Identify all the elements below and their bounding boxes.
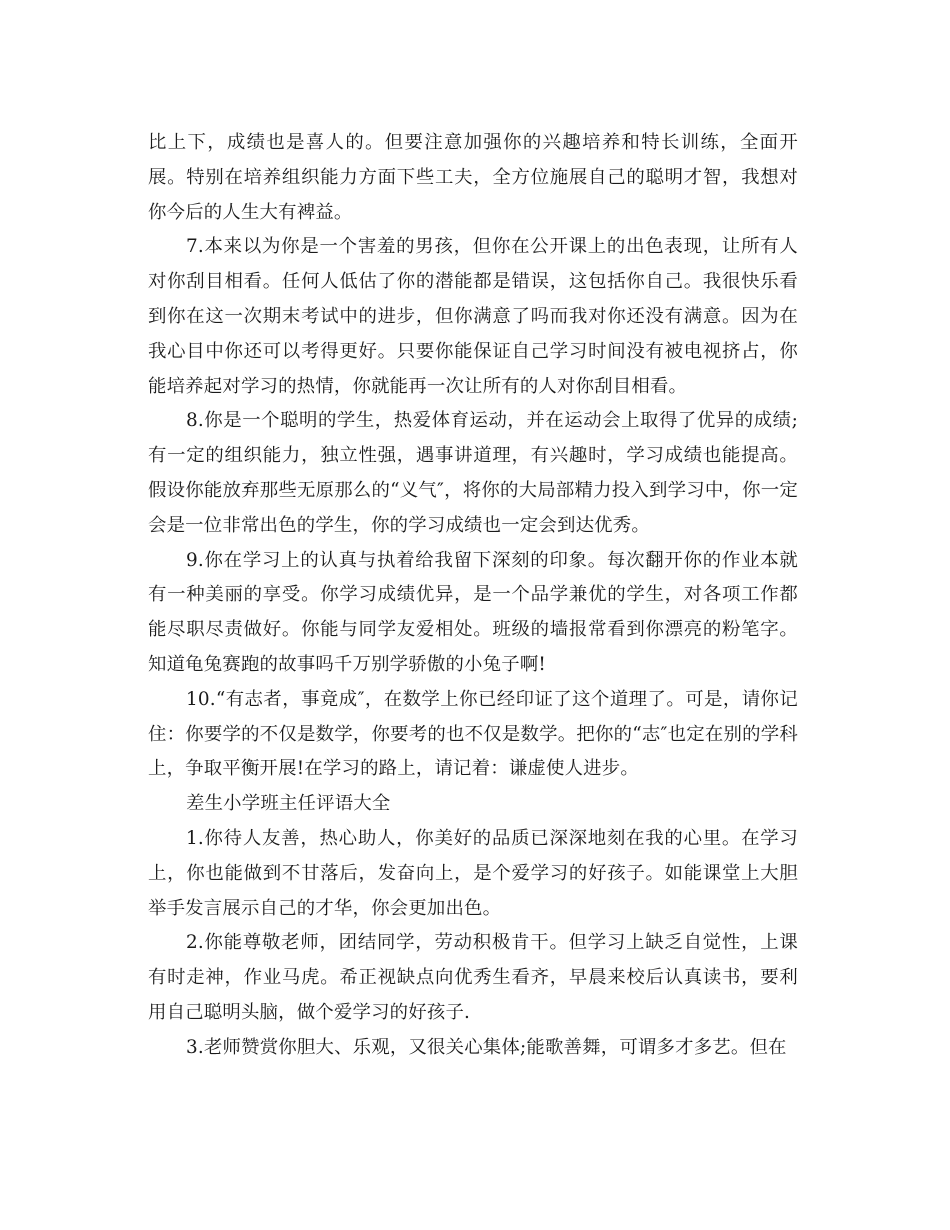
paragraph-section-comment-3: 3.老师赞赏你胆大、乐观，又很关心集体;能歌善舞，可谓多才多艺。但在 (186, 1036, 787, 1058)
paragraph-section-comment-1: 1.你待人友善，热心助人，你美好的品质已深深地刻在我的心里。在学习上，你也能做到不甘落后，发奋向上，是个爱学习的好孩子。如能课堂上大胆举手发言展示自己的才华，你会更加出色。 (148, 827, 798, 919)
paragraph-comment-9: 9.你在学习上的认真与执着给我留下深刻的印象。每次翻开你的作业本就有一种美丽的享受。你学习成绩优异，是一个品学兼优的学生，对各项工作都能尽职尽责做好。你能与同学友爱相处。班级的墙报常看到你漂亮的粉笔字。知道龟兔赛跑的故事吗千万别学骄傲的小兔子啊! (148, 549, 798, 675)
paragraph-comment-10: 10.“有志者，事竟成″，在数学上你已经印证了这个道理了。可是，请你记住：你要学的不仅是数学，你要考的也不仅是数学。把你的“志″也定在别的学科上，争取平衡开展!在学习的路上，请记着：谦虚使人进步。 (148, 688, 798, 780)
paragraph-comment-7: 7.本来以为你是一个害羞的男孩，但你在公开课上的出色表现，让所有人对你刮目相看。任何人低估了你的潜能都是错误，这包括你自己。我很快乐看到你在这一次期末考试中的进步，但你满意了吗而我对你还没有满意。因为在我心目中你还可以考得更好。只要你能保证自己学习时间没有被电视挤占，你能培养起对学习的热情，你就能再一次让所有的人对你刮目相看。 (148, 236, 798, 397)
paragraph-continuation: 比上下，成绩也是喜人的。但要注意加强你的兴趣培养和特长训练，全面开展。特别在培养组织能力方面下些工夫，全方位施展自己的聪明才智，我想对你今后的人生大有裨益。 (148, 132, 798, 223)
section-title: 差生小学班主任评语大全 (186, 793, 391, 815)
paragraph-section-comment-2: 2.你能尊敬老师，团结同学，劳动积极肯干。但学习上缺乏自觉性，上课有时走神，作业马虎。希正视缺点向优秀生看齐，早晨来校后认真读书，要利用自己聪明头脑，做个爱学习的好孩子. (148, 932, 798, 1023)
paragraph-comment-8: 8.你是一个聪明的学生，热爱体育运动，并在运动会上取得了优异的成绩;有一定的组织能力，独立性强，遇事讲道理，有兴趣时，学习成绩也能提高。假设你能放弃那些无原那么的“义气″，将你的大局部精力投入到学习中，你一定会是一位非常出色的学生，你的学习成绩也一定会到达优秀。 (148, 410, 798, 536)
document-page (148, 126, 798, 1066)
